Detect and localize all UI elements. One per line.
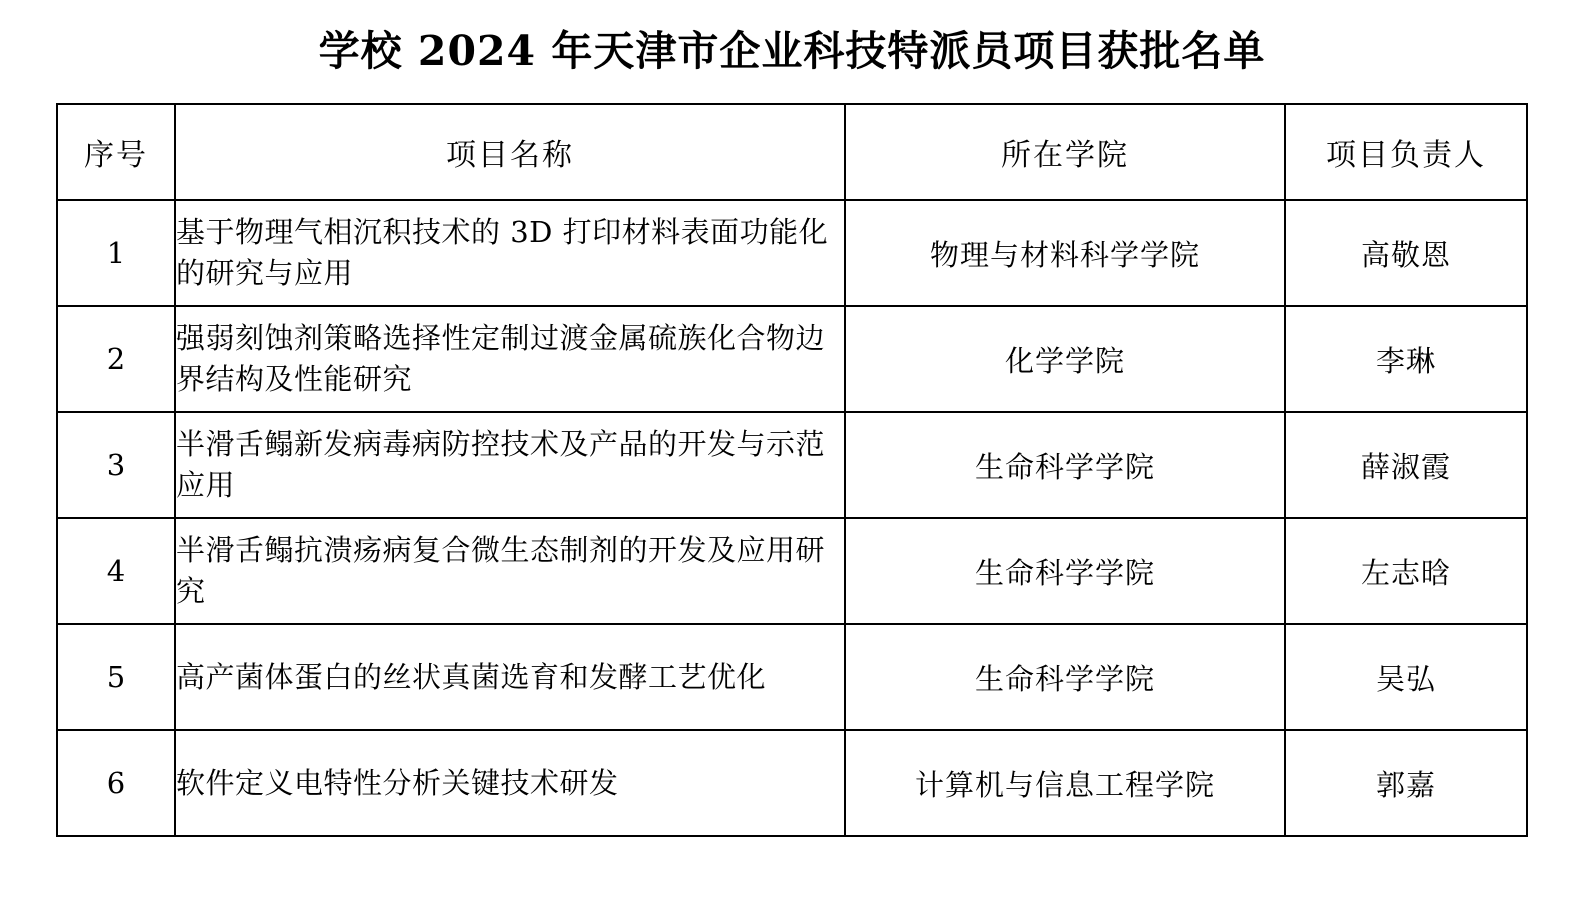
award-list-table [56,103,1528,837]
cell-index: 5 [57,624,175,730]
table-row [57,306,1527,412]
table-row [57,200,1527,306]
cell-project-name: 半滑舌鳎抗溃疡病复合微生态制剂的开发及应用研究 [175,518,845,624]
cell-index: 2 [57,306,175,412]
cell-college: 生命科学学院 [845,412,1285,518]
cell-leader: 高敬恩 [1285,200,1527,306]
table-row [57,730,1527,836]
table-row [57,518,1527,624]
table-row [57,624,1527,730]
cell-project-name: 半滑舌鳎新发病毒病防控技术及产品的开发与示范应用 [175,412,845,518]
cell-leader: 左志晗 [1285,518,1527,624]
cell-index: 3 [57,412,175,518]
cell-leader: 郭嘉 [1285,730,1527,836]
cell-college: 化学学院 [845,306,1285,412]
table-header-row [57,104,1527,200]
cell-college: 计算机与信息工程学院 [845,730,1285,836]
cell-project-name: 基于物理气相沉积技术的 3D 打印材料表面功能化的研究与应用 [175,200,845,306]
cell-project-name: 高产菌体蛋白的丝状真菌选育和发酵工艺优化 [175,624,845,730]
cell-project-name: 强弱刻蚀剂策略选择性定制过渡金属硫族化合物边界结构及性能研究 [175,306,845,412]
cell-project-name: 软件定义电特性分析关键技术研发 [175,730,845,836]
cell-index: 4 [57,518,175,624]
cell-college: 生命科学学院 [845,518,1285,624]
table-body [57,200,1527,836]
column-header-project-name: 项目名称 [175,104,845,200]
cell-leader: 薛淑霞 [1285,412,1527,518]
column-header-college: 所在学院 [845,104,1285,200]
table-header [57,104,1527,200]
cell-leader: 李琳 [1285,306,1527,412]
cell-leader: 吴弘 [1285,624,1527,730]
cell-index: 6 [57,730,175,836]
page-title: 学校 2024 年天津市企业科技特派员项目获批名单 [318,27,1266,75]
column-header-index: 序号 [57,104,175,200]
cell-college: 生命科学学院 [845,624,1285,730]
table-row [57,412,1527,518]
cell-index: 1 [57,200,175,306]
column-header-leader: 项目负责人 [1285,104,1527,200]
cell-college: 物理与材料科学学院 [845,200,1285,306]
